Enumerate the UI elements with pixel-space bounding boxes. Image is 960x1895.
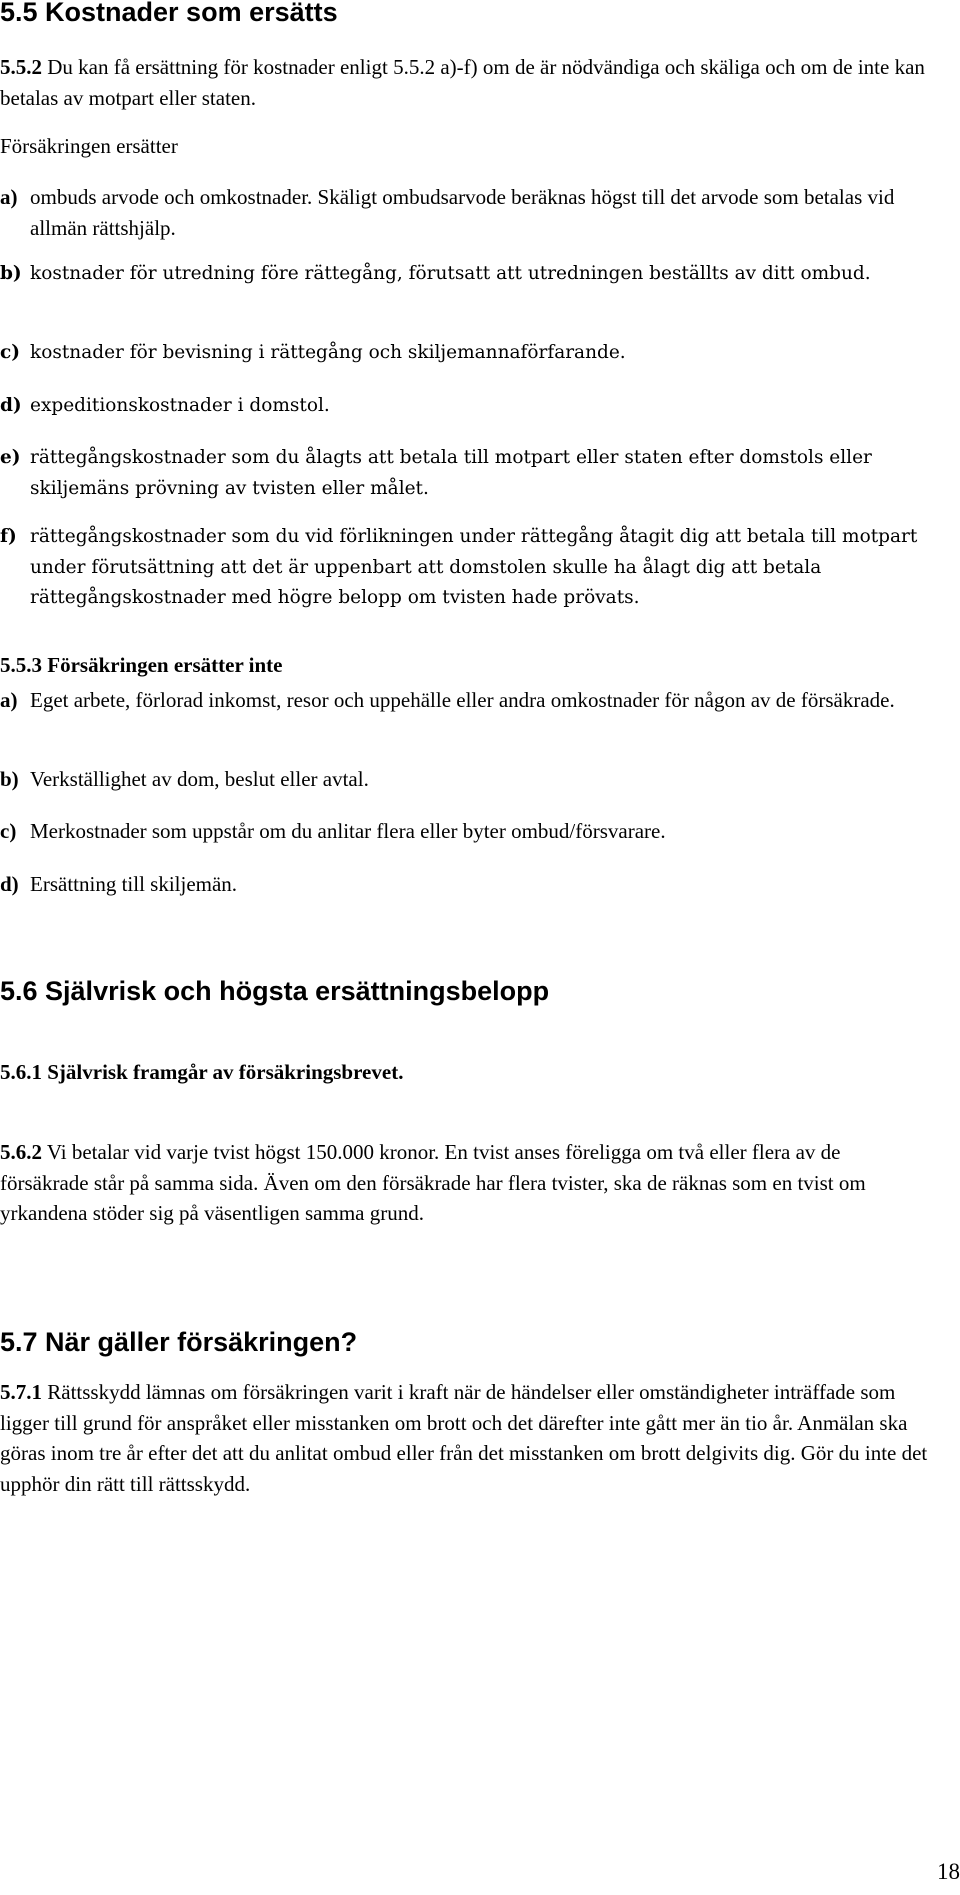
list-item-text: kostnader för utredning före rättegång, förutsatt att utredningen beställts av ditt ombud. bbox=[30, 263, 871, 284]
paragraph-5-5-2 bbox=[0, 52, 930, 113]
list-item-e bbox=[0, 443, 930, 504]
list-marker: d) bbox=[0, 395, 22, 416]
paragraph-number: 5.7.1 bbox=[0, 1380, 42, 1404]
paragraph-5-6-1: 5.6.1 Självrisk framgår av försäkringsbrevet. bbox=[0, 1060, 404, 1084]
paragraph-text: Vi betalar vid varje tvist högst 150.000 kronor. En tvist anses föreligga om två eller flera av de försäkrade står på samma sida. Även om den försäkrade har flera tvister, ska de räknas som en tvist om yrkandena stöder sig på väsentligen samma grund. bbox=[0, 1140, 866, 1225]
list-item-text: Verkställighet av dom, beslut eller avtal. bbox=[30, 767, 369, 791]
paragraph-5-7-1 bbox=[0, 1377, 930, 1499]
page-number: 18 bbox=[937, 1859, 960, 1884]
list-intro: Försäkringen ersätter bbox=[0, 134, 178, 158]
section-heading-5-5-3: 5.5.3 Försäkringen ersätter inte bbox=[0, 653, 283, 677]
list-item-text: rättegångskostnader som du ålagts att betala till motpart eller staten efter domstols eller skiljemäns prövning av tvisten eller målet. bbox=[30, 447, 872, 499]
list-marker: b) bbox=[0, 767, 19, 791]
list-item-f bbox=[0, 522, 930, 614]
list-marker: e) bbox=[0, 447, 21, 468]
list-item-text: kostnader för bevisning i rättegång och skiljemannaförfarande. bbox=[30, 342, 626, 363]
list-item-d bbox=[0, 391, 930, 422]
exclusion-item-d bbox=[0, 869, 930, 900]
paragraph-number: 5.6.2 bbox=[0, 1140, 42, 1164]
list-item-text: Ersättning till skiljemän. bbox=[30, 872, 238, 896]
list-marker: f) bbox=[0, 526, 17, 547]
exclusion-item-c bbox=[0, 816, 930, 847]
list-item-text: expeditionskostnader i domstol. bbox=[30, 395, 330, 416]
paragraph-number: 5.5.2 bbox=[0, 55, 42, 79]
list-marker: c) bbox=[0, 342, 21, 363]
list-item-text: Merkostnader som uppstår om du anlitar flera eller byter ombud/försvarare. bbox=[30, 819, 666, 843]
section-heading-5-6: 5.6 Självrisk och högsta ersättningsbelopp bbox=[0, 976, 550, 1006]
list-item-b bbox=[0, 259, 930, 290]
exclusion-item-a bbox=[0, 685, 930, 716]
list-marker: a) bbox=[0, 688, 18, 712]
section-heading-5-5: 5.5 Kostnader som ersätts bbox=[0, 0, 338, 27]
list-item-text: Eget arbete, förlorad inkomst, resor och uppehälle eller andra omkostnader för någon av de försäkrade. bbox=[30, 688, 895, 712]
list-marker: d) bbox=[0, 872, 19, 896]
paragraph-5-6-2 bbox=[0, 1137, 930, 1229]
list-marker: a) bbox=[0, 185, 18, 209]
paragraph-text: Rättsskydd lämnas om försäkringen varit i kraft när de händelser eller omständigheter inträffade som ligger till grund för anspråket eller misstanken om brott och det därefter inte gått mer än tio år. Anmälan ska göras inom tre år efter det att du anlitat ombud eller från det misstanken om brott delgivits dig. Gör du inte det upphör din rätt till rättsskydd. bbox=[0, 1380, 928, 1496]
list-marker: c) bbox=[0, 819, 17, 843]
section-heading-5-7: 5.7 När gäller försäkringen? bbox=[0, 1327, 358, 1357]
list-marker: b) bbox=[0, 263, 22, 284]
list-item-text: rättegångskostnader som du vid förlikningen under rättegång åtagit dig att betala till motpart under förutsättning att det är uppenbart att domstolen skulle ha ålagt dig att betala rättegångskostnader med högre belopp om tvisten hade prövats. bbox=[30, 526, 918, 608]
list-item-a bbox=[0, 182, 930, 243]
list-item-c bbox=[0, 338, 930, 369]
exclusion-item-b bbox=[0, 764, 930, 795]
paragraph-text: Du kan få ersättning för kostnader enligt 5.5.2 a)-f) om de är nödvändiga och skäliga och om de inte kan betalas av motpart eller staten. bbox=[0, 55, 925, 110]
list-item-text: ombuds arvode och omkostnader. Skäligt ombudsarvode beräknas högst till det arvode som betalas vid allmän rättshjälp. bbox=[30, 185, 895, 240]
